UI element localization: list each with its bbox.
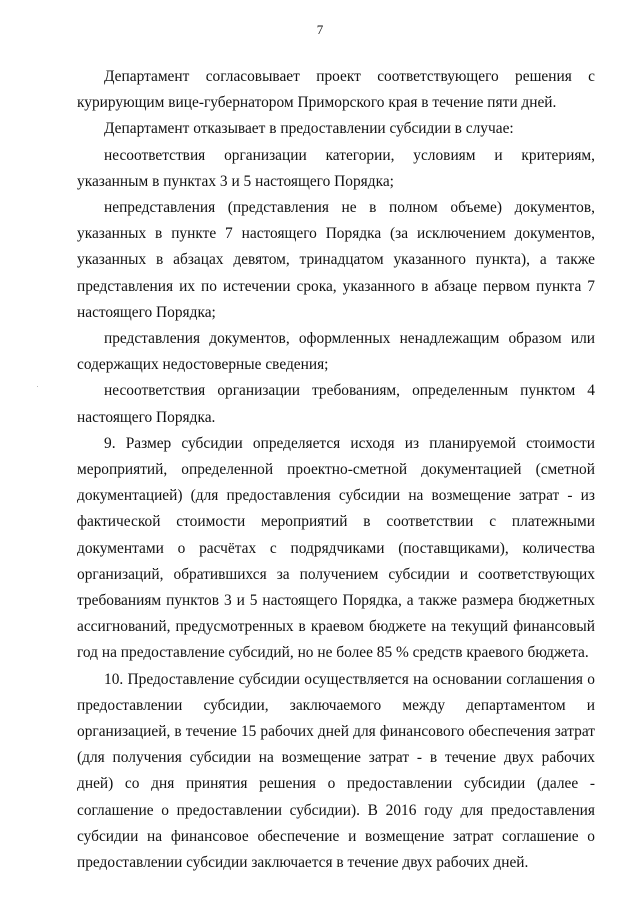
scan-speck [37, 386, 38, 387]
paragraph-item-10: 10. Предоставление субсидии осуществляется на основании соглашения о предоставлении субсидии, заключаемого между департаментом и организацией, в течение 15 рабочих дней для финансового обеспечения затрат (для получения субсидии на возмещение затрат - в течение двух рабочих дней) со дня принятия решения о предоставлении субсидии (далее - соглашение о предоставлении субсидии). В 2016 году для предоставления субсидии на финансовое обеспечение и возмещение затрат соглашение о предоставлении субсидии заключается в течение двух рабочих дней. [77, 670, 595, 872]
paragraph-refusal-criteria: несоответствия организации категории, условиям и критериям, указанным в пунктах 3 и 5 настоящего Порядка; [77, 146, 595, 190]
paragraph-approval: Департамент согласовывает проект соответствующего решения с курирующим вице-губернатором Приморского края в течение пяти дней. [77, 68, 595, 112]
paragraph-refusal-requirements: несоответствия организации требованиям, определенным пунктом 4 настоящего Порядка. [77, 382, 595, 426]
paragraph-refusal-documents: непредставления (представления не в полном объеме) документов, указанных в пункте 7 настоящего Порядка (за исключением документов, указанных в абзацах девятом, тринадцатом указанного пункта), а также представления их по истечении срока, указанного в абзаце первом пункта 7 настоящего Порядка; [77, 199, 595, 321]
paragraph-refusal-invalid-docs: представления документов, оформленных ненадлежащим образом или содержащих недостоверные сведения; [77, 330, 595, 374]
paragraph-item-9: 9. Размер субсидии определяется исходя из планируемой стоимости мероприятий, определенной проектно-сметной документацией (сметной документацией) (для предоставления субсидии на возмещение затрат - из фактической стоимости мероприятий в соответствии с платежными документами о расчётах с подрядчиками (поставщиками), количества организаций, обратившихся за получением субсидии и соответствующих требованиям пунктов 3 и 5 настоящего Порядка, а также размера бюджетных ассигнований, предусмотренных в краевом бюджете на текущий финансовый год на предоставление субсидий, но не более 85 % средств краевого бюджета. [77, 434, 595, 662]
paragraph-refusal-intro: Департамент отказывает в предоставлении субсидии в случае: [104, 120, 514, 138]
document-body [77, 64, 595, 876]
page-number: 7 [316, 22, 324, 37]
